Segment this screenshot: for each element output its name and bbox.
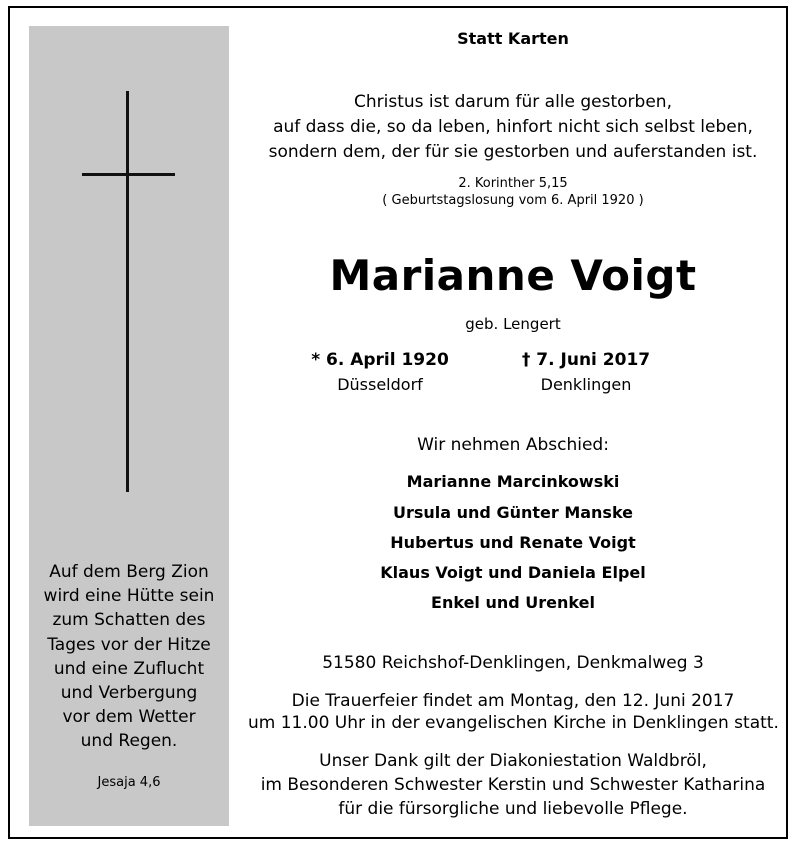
side-verse-line: Tages vor der Hitze [47, 634, 211, 655]
verse-note: ( Geburtstagslosung vom 6. April 1920 ) [382, 193, 644, 208]
mourners-intro: Wir nehmen Abschied: [417, 435, 609, 455]
side-verse-line: und eine Zuflucht [53, 658, 205, 679]
deceased-name: Marianne Voigt [329, 251, 697, 300]
side-verse-line: vor dem Wetter [62, 707, 196, 728]
maiden-name: geb. Lengert [465, 315, 561, 333]
birth-date: * 6. April 1920 [311, 350, 449, 370]
main-column [248, 0, 778, 851]
side-verse-line: wird eine Hütte sein [43, 586, 215, 607]
side-verse-reference: Jesaja 4,6 [97, 775, 161, 790]
death-place: Denklingen [540, 375, 632, 394]
cross-icon-vertical [126, 91, 129, 492]
side-verse-line: zum Schatten des [52, 610, 206, 631]
thanks-line: für die fürsorgliche und liebevolle Pflege. [338, 799, 688, 819]
thanks-line: Unser Dank gilt der Diakoniestation Waldbröl, [319, 751, 707, 771]
mourner-name: Enkel und Urenkel [431, 593, 595, 612]
mourner-name: Marianne Marcinkowski [406, 472, 620, 491]
thanks-line: im Besonderen Schwester Kerstin und Schwester Katharina [260, 775, 766, 795]
side-verse-line: Auf dem Berg Zion [49, 562, 209, 582]
verse-reference: 2. Korinther 5,15 [458, 176, 568, 191]
funeral-line: Die Trauerfeier findet am Montag, den 12. Juni 2017 [291, 691, 735, 711]
address: 51580 Reichshof-Denklingen, Denkmalweg 3 [322, 653, 704, 673]
side-verse-line: und Regen. [80, 731, 178, 752]
mourner-name: Klaus Voigt und Daniela Elpel [380, 563, 646, 582]
verse-line: sondern dem, der für sie gestorben und auferstanden ist. [268, 142, 758, 162]
birth-place: Düsseldorf [337, 375, 423, 394]
verse-line: Christus ist darum für alle gestorben, [354, 92, 672, 112]
cross-icon-horizontal [82, 173, 175, 176]
mourner-name: Hubertus und Renate Voigt [390, 533, 636, 552]
statt-karten: Statt Karten [457, 29, 569, 48]
side-verse-line: und Verbergung [60, 683, 198, 704]
verse-line: auf dass die, so da leben, hinfort nicht sich selbst leben, [273, 117, 753, 137]
funeral-line: um 11.00 Uhr in der evangelischen Kirche in Denklingen statt. [248, 713, 779, 733]
death-date: † 7. Juni 2017 [521, 350, 651, 370]
mourner-name: Ursula und Günter Manske [392, 503, 634, 522]
side-verse [29, 560, 229, 754]
